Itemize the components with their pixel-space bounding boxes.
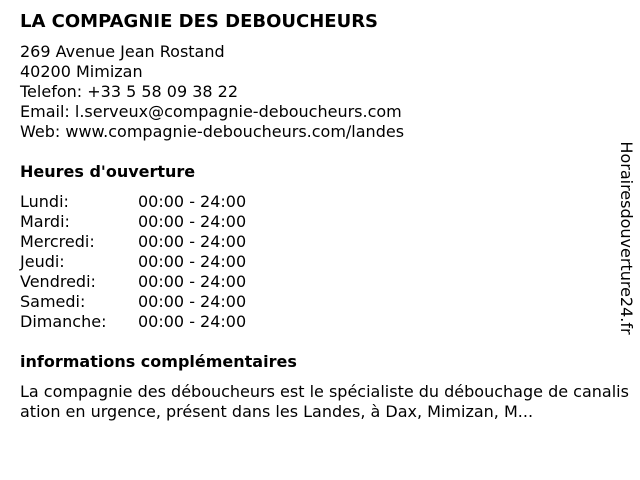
- website: Web: www.compagnie-deboucheurs.com/landes: [20, 122, 405, 141]
- time-range: 00:00 - 24:00: [138, 272, 247, 291]
- day-label: Samedi:: [20, 292, 86, 311]
- day-label: Jeudi:: [20, 252, 65, 271]
- time-range: 00:00 - 24:00: [138, 232, 247, 251]
- time-range: 00:00 - 24:00: [138, 252, 247, 271]
- day-label: Vendredi:: [20, 272, 96, 291]
- hours-row: [20, 292, 625, 312]
- watermark: Horairesdouverture24.fr: [617, 141, 636, 335]
- time-range: 00:00 - 24:00: [138, 312, 247, 331]
- business-name: LA COMPAGNIE DES DEBOUCHEURS: [20, 11, 379, 32]
- info-text: La compagnie des déboucheurs est le spécialiste du débouchage de canalisation en urgence, présent dans les Landes, à Dax, Mimizan, M...: [20, 382, 629, 421]
- phone-number: Telefon: +33 5 58 09 38 22: [20, 82, 239, 101]
- day-label: Dimanche:: [20, 312, 107, 331]
- time-range: 00:00 - 24:00: [138, 192, 247, 211]
- street-address: 269 Avenue Jean Rostand: [20, 42, 225, 61]
- hours-table: [20, 192, 625, 332]
- hours-row: [20, 192, 625, 212]
- city-address: 40200 Mimizan: [20, 62, 143, 81]
- time-range: 00:00 - 24:00: [138, 212, 247, 231]
- hours-row: [20, 312, 625, 332]
- info-title: informations complémentaires: [20, 352, 297, 371]
- hours-title: Heures d'ouverture: [20, 162, 196, 181]
- email-address: Email: l.serveux@compagnie-deboucheurs.com: [20, 102, 402, 121]
- hours-row: [20, 272, 625, 292]
- hours-row: [20, 252, 625, 272]
- contact-block: [20, 42, 625, 142]
- time-range: 00:00 - 24:00: [138, 292, 247, 311]
- day-label: Mardi:: [20, 212, 70, 231]
- hours-row: [20, 212, 625, 232]
- hours-row: [20, 232, 625, 252]
- day-label: Mercredi:: [20, 232, 95, 251]
- day-label: Lundi:: [20, 192, 69, 211]
